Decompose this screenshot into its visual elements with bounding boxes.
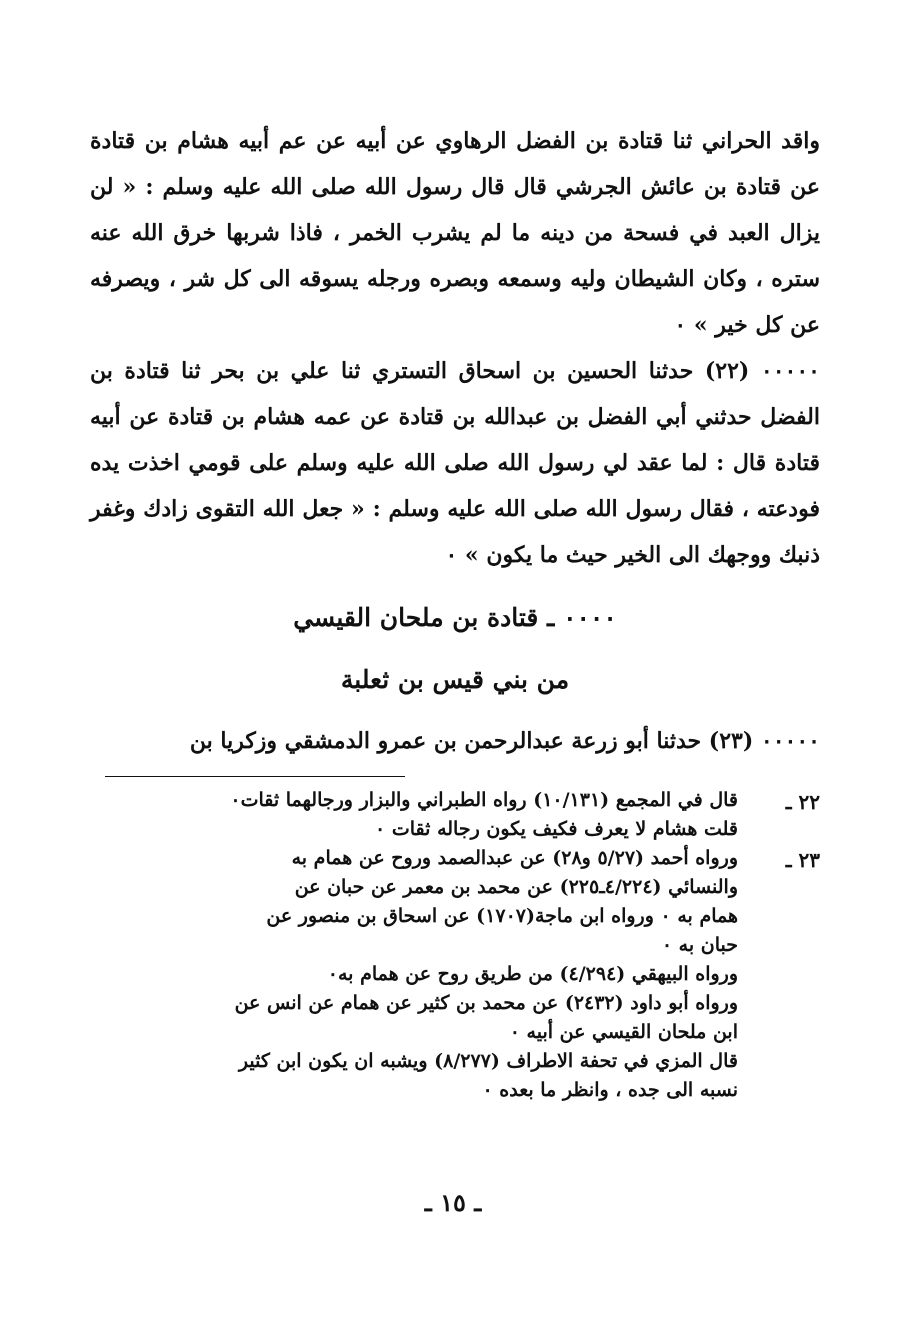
page-number: ـ ١٥ ـ [424, 1188, 482, 1217]
paragraph-hadith-23: ٠٠٠٠٠ (٢٣) حدثنا أبو زرعة عبدالرحمن بن عمرو الدمشقي وزكريا بن [189, 728, 820, 754]
paragraph-narration-end: واقد الحراني ثنا قتادة بن الفضل الرهاوي عن أبيه عن عم أبيه هشام بن قتادة عن قتادة بن عائش الجرشي قال قال رسول الله صلى الله عليه وسلم : « لن يزال العبد في فسحة من دينه ما لم يشرب الخمر ، فاذا شربها خرق الله عنه ستره ، وكان الشيطان وليه وسمعه وبصره ورجله يسوقه الى كل شر ، ويصرفه عن كل خير » ٠ [90, 128, 820, 338]
footnote-line: همام به ٠ ورواه ابن ماجة(١٧٠٧) عن اسحاق بن منصور عن [266, 905, 738, 927]
footnote-22 [100, 786, 820, 844]
footnote-number: ٢٣ ـ [785, 848, 820, 872]
paragraph-hadith-22: ٠٠٠٠٠ (٢٢) حدثنا الحسين بن اسحاق التستري ثنا علي بن بحر ثنا قتادة بن الفضل حدثني أبي الفضل بن عبدالله بن قتادة عن عمه هشام بن قتادة عن أبيه قتادة قال : لما عقد لي رسول الله صلى الله عليه وسلم على قومي اخذت يده فودعته ، فقال رسول الله صلى الله عليه وسلم : « جعل الله التقوى زادك وغفر ذنبك ووجهك الى الخير حيث ما يكون » ٠ [90, 358, 820, 568]
footnote-line: قال في المجمع (١٠/١٣١) رواه الطبراني والبزار ورجالهما ثقات٠ [230, 789, 738, 811]
footnote-line: ابن ملحان القيسي عن أبيه ٠ [509, 1021, 738, 1043]
section-subheading: من بني قيس بن ثعلبة [340, 665, 570, 694]
footnote-line: ورواه أبو داود (٢٤٣٢) عن محمد بن كثير عن همام عن انس عن [234, 992, 738, 1014]
footnote-line: ورواه البيهقي (٤/٢٩٤) من طريق روح عن همام به٠ [327, 963, 738, 985]
footnote-line: قلت هشام لا يعرف فكيف يكون رجاله ثقات ٠ [375, 818, 738, 840]
section-heading: ٠٠٠٠ ـ قتادة بن ملحان القيسي [293, 603, 617, 632]
footnote-number: ٢٢ ـ [785, 790, 820, 814]
footnote-separator [105, 776, 405, 777]
footnote-line: ورواه أحمد (٥/٢٧ و٢٨) عن عبدالصمد وروح عن همام به [291, 847, 738, 869]
main-text [90, 118, 820, 578]
footnote-line: حبان به ٠ [661, 934, 738, 956]
footnote-line: نسبه الى جده ، وانظر ما بعده ٠ [482, 1079, 738, 1101]
footnote-line: والنسائي (٤/٢٢٤ـ٢٢٥) عن محمد بن معمر عن حبان عن [294, 876, 738, 898]
footnotes [100, 786, 820, 1105]
footnote-line: قال المزي في تحفة الاطراف (٨/٢٧٧) ويشبه ان يكون ابن كثير [238, 1050, 738, 1072]
footnote-23 [100, 844, 820, 1105]
page-body [90, 118, 820, 764]
